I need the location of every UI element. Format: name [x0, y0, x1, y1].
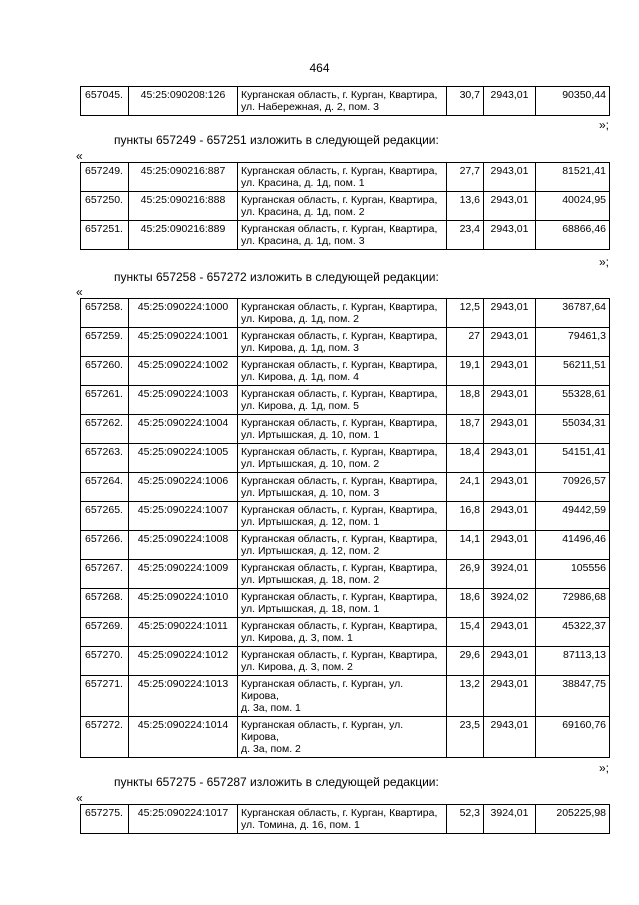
unit-value-cell: 2943,01 [484, 299, 536, 328]
area-cell: 18,8 [447, 386, 484, 415]
address-line-2: ул. Иртышская, д. 18, пом. 1 [241, 603, 380, 615]
table-section-3 [80, 804, 610, 834]
area-cell: 16,8 [447, 502, 484, 531]
unit-value-cell: 2943,01 [484, 502, 536, 531]
unit-value-cell: 2943,01 [484, 676, 536, 717]
item-number-cell: 657268. [81, 589, 129, 618]
address-line-1: Курганская область, г. Курган, Квартира, [241, 194, 438, 206]
cadastral-value-cell: 90350,44 [536, 87, 610, 116]
cadastral-number-cell: 45:25:090224:1006 [129, 473, 238, 502]
unit-value-cell: 2943,01 [484, 647, 536, 676]
cadastral-number-cell: 45:25:090224:1012 [129, 647, 238, 676]
area-cell: 18,7 [447, 415, 484, 444]
item-number-cell: 657250. [81, 192, 129, 221]
address-line-2: ул. Красина, д. 1д, пом. 1 [241, 177, 365, 189]
cadastral-number-cell: 45:25:090224:1014 [129, 717, 238, 758]
address-cell [238, 560, 447, 589]
cadastral-value-cell: 205225,98 [536, 805, 610, 834]
address-line-1: Курганская область, г. Курган, Квартира, [241, 504, 438, 516]
unit-value-cell: 2943,01 [484, 357, 536, 386]
cadastral-value-cell: 70926,57 [536, 473, 610, 502]
unit-value-cell: 2943,01 [484, 328, 536, 357]
address-line-2: ул. Красина, д. 1д, пом. 3 [241, 235, 365, 247]
item-number-cell: 657045. [81, 87, 129, 116]
address-line-2: д. 3а, пом. 1 [241, 702, 301, 714]
address-line-1: Курганская область, г. Курган, Квартира, [241, 591, 438, 603]
table-row [81, 192, 610, 221]
table-section-0 [80, 86, 610, 116]
item-number-cell: 657269. [81, 618, 129, 647]
table-row [81, 560, 610, 589]
address-line-1: Курганская область, г. Курган, Квартира, [241, 301, 438, 313]
address-line-1: Курганская область, г. Курган, Квартира, [241, 475, 438, 487]
address-cell [238, 415, 447, 444]
cadastral-number-cell: 45:25:090224:1010 [129, 589, 238, 618]
address-line-1: Курганская область, г. Курган, Квартира, [241, 562, 438, 574]
address-cell [238, 676, 447, 717]
address-line-2: ул. Иртышская, д. 10, пом. 3 [241, 487, 380, 499]
address-line-2: ул. Иртышская, д. 12, пом. 2 [241, 545, 380, 557]
address-cell [238, 473, 447, 502]
unit-value-cell: 3924,02 [484, 589, 536, 618]
address-line-2: ул. Иртышская, д. 10, пом. 1 [241, 429, 380, 441]
address-line-2: д. 3а, пом. 2 [241, 743, 301, 755]
item-number-cell: 657275. [81, 805, 129, 834]
area-cell: 24,1 [447, 473, 484, 502]
cadastral-value-cell: 69160,76 [536, 717, 610, 758]
area-cell: 23,5 [447, 717, 484, 758]
table-row [81, 163, 610, 192]
table-row [81, 502, 610, 531]
area-cell: 14,1 [447, 531, 484, 560]
item-number-cell: 657249. [81, 163, 129, 192]
address-line-1: Курганская область, г. Курган, Квартира, [241, 359, 438, 371]
item-number-cell: 657259. [81, 328, 129, 357]
cadastral-value-cell: 55034,31 [536, 415, 610, 444]
area-cell: 18,6 [447, 589, 484, 618]
section-heading: пункты 657249 - 657251 изложить в следующей редакции: [114, 133, 439, 147]
address-cell [238, 221, 447, 250]
area-cell: 27 [447, 328, 484, 357]
close-quote: »; [598, 761, 609, 775]
address-line-1: Курганская область, г. Курган, Квартира, [241, 620, 438, 632]
cadastral-value-cell: 40024,95 [536, 192, 610, 221]
table-row [81, 531, 610, 560]
address-line-2: ул. Томина, д. 16, пом. 1 [241, 819, 360, 831]
address-cell [238, 163, 447, 192]
address-line-1: Курганская область, г. Курган, ул. Кирова, [241, 678, 404, 702]
page-number: 464 [309, 61, 330, 75]
item-number-cell: 657251. [81, 221, 129, 250]
table-row [81, 221, 610, 250]
cadastral-value-cell: 49442,59 [536, 502, 610, 531]
cadastral-number-cell: 45:25:090224:1011 [129, 618, 238, 647]
cadastral-value-cell: 68866,46 [536, 221, 610, 250]
close-quote: »; [598, 255, 609, 269]
open-quote: « [76, 285, 83, 299]
table-row [81, 805, 610, 834]
cadastral-number-cell: 45:25:090224:1004 [129, 415, 238, 444]
unit-value-cell: 2943,01 [484, 473, 536, 502]
unit-value-cell: 2943,01 [484, 192, 536, 221]
table-row [81, 386, 610, 415]
area-cell: 13,2 [447, 676, 484, 717]
cadastral-number-cell: 45:25:090224:1002 [129, 357, 238, 386]
address-line-2: ул. Иртышская, д. 18, пом. 2 [241, 574, 380, 586]
address-line-2: ул. Иртышская, д. 10, пом. 2 [241, 458, 380, 470]
section-heading: пункты 657275 - 657287 изложить в следующей редакции: [114, 775, 439, 789]
cadastral-value-cell: 45322,37 [536, 618, 610, 647]
open-quote: « [76, 149, 83, 163]
address-cell [238, 87, 447, 116]
unit-value-cell: 3924,01 [484, 805, 536, 834]
address-line-2: ул. Иртышская, д. 12, пом. 1 [241, 516, 380, 528]
area-cell: 19,1 [447, 357, 484, 386]
address-line-1: Курганская область, г. Курган, Квартира, [241, 417, 438, 429]
address-line-1: Курганская область, г. Курган, Квартира, [241, 223, 438, 235]
address-line-2: ул. Кирова, д. 1д, пом. 4 [241, 371, 359, 383]
unit-value-cell: 2943,01 [484, 163, 536, 192]
table-section-1 [80, 162, 610, 250]
address-cell [238, 192, 447, 221]
table-row [81, 444, 610, 473]
address-cell [238, 386, 447, 415]
area-cell: 27,7 [447, 163, 484, 192]
table-row [81, 647, 610, 676]
item-number-cell: 657264. [81, 473, 129, 502]
table-row [81, 589, 610, 618]
address-line-2: ул. Набережная, д. 2, пом. 3 [241, 101, 379, 113]
cadastral-value-cell: 41496,46 [536, 531, 610, 560]
cadastral-value-cell: 38847,75 [536, 676, 610, 717]
area-cell: 23,4 [447, 221, 484, 250]
unit-value-cell: 2943,01 [484, 531, 536, 560]
area-cell: 30,7 [447, 87, 484, 116]
cadastral-number-cell: 45:25:090224:1007 [129, 502, 238, 531]
cadastral-number-cell: 45:25:090216:887 [129, 163, 238, 192]
item-number-cell: 657258. [81, 299, 129, 328]
open-quote: « [76, 791, 83, 805]
cadastral-number-cell: 45:25:090224:1003 [129, 386, 238, 415]
cadastral-number-cell: 45:25:090224:1017 [129, 805, 238, 834]
unit-value-cell: 2943,01 [484, 386, 536, 415]
area-cell: 18,4 [447, 444, 484, 473]
table-row [81, 299, 610, 328]
address-cell [238, 805, 447, 834]
unit-value-cell: 2943,01 [484, 87, 536, 116]
cadastral-value-cell: 81521,41 [536, 163, 610, 192]
address-line-2: ул. Кирова, д. 3, пом. 1 [241, 632, 353, 644]
table-row [81, 473, 610, 502]
address-line-2: ул. Кирова, д. 3, пом. 2 [241, 661, 353, 673]
table-row [81, 357, 610, 386]
address-line-1: Курганская область, г. Курган, Квартира, [241, 165, 438, 177]
address-line-2: ул. Кирова, д. 1д, пом. 5 [241, 400, 359, 412]
cadastral-number-cell: 45:25:090224:1013 [129, 676, 238, 717]
item-number-cell: 657260. [81, 357, 129, 386]
cadastral-value-cell: 55328,61 [536, 386, 610, 415]
address-line-1: Курганская область, г. Курган, Квартира, [241, 533, 438, 545]
cadastral-number-cell: 45:25:090224:1000 [129, 299, 238, 328]
address-cell [238, 502, 447, 531]
item-number-cell: 657263. [81, 444, 129, 473]
address-line-1: Курганская область, г. Курган, Квартира, [241, 388, 438, 400]
cadastral-number-cell: 45:25:090216:888 [129, 192, 238, 221]
table-row [81, 328, 610, 357]
item-number-cell: 657262. [81, 415, 129, 444]
address-cell [238, 589, 447, 618]
cadastral-number-cell: 45:25:090224:1001 [129, 328, 238, 357]
cadastral-value-cell: 79461,3 [536, 328, 610, 357]
address-cell [238, 357, 447, 386]
unit-value-cell: 2943,01 [484, 221, 536, 250]
item-number-cell: 657261. [81, 386, 129, 415]
address-line-1: Курганская область, г. Курган, ул. Кирова, [241, 719, 404, 743]
cadastral-number-cell: 45:25:090208:126 [129, 87, 238, 116]
table-row [81, 618, 610, 647]
address-line-1: Курганская область, г. Курган, Квартира, [241, 330, 438, 342]
unit-value-cell: 2943,01 [484, 444, 536, 473]
cadastral-value-cell: 54151,41 [536, 444, 610, 473]
address-cell [238, 618, 447, 647]
item-number-cell: 657270. [81, 647, 129, 676]
address-line-2: ул. Кирова, д. 1д, пом. 2 [241, 313, 359, 325]
table-section-2 [80, 298, 610, 758]
address-cell [238, 299, 447, 328]
close-quote: »; [598, 118, 609, 132]
cadastral-value-cell: 36787,64 [536, 299, 610, 328]
item-number-cell: 657267. [81, 560, 129, 589]
item-number-cell: 657266. [81, 531, 129, 560]
address-cell [238, 328, 447, 357]
address-cell [238, 531, 447, 560]
cadastral-value-cell: 72986,68 [536, 589, 610, 618]
address-cell [238, 717, 447, 758]
cadastral-number-cell: 45:25:090224:1005 [129, 444, 238, 473]
address-line-1: Курганская область, г. Курган, Квартира, [241, 89, 438, 101]
address-line-1: Курганская область, г. Курган, Квартира, [241, 807, 438, 819]
table-row [81, 415, 610, 444]
address-line-1: Курганская область, г. Курган, Квартира, [241, 649, 438, 661]
unit-value-cell: 2943,01 [484, 618, 536, 647]
address-line-2: ул. Кирова, д. 1д, пом. 3 [241, 342, 359, 354]
unit-value-cell: 2943,01 [484, 717, 536, 758]
area-cell: 52,3 [447, 805, 484, 834]
cadastral-value-cell: 87113,13 [536, 647, 610, 676]
area-cell: 26,9 [447, 560, 484, 589]
table-row [81, 717, 610, 758]
cadastral-value-cell: 56211,51 [536, 357, 610, 386]
area-cell: 13,6 [447, 192, 484, 221]
area-cell: 15,4 [447, 618, 484, 647]
cadastral-number-cell: 45:25:090224:1008 [129, 531, 238, 560]
cadastral-number-cell: 45:25:090224:1009 [129, 560, 238, 589]
address-line-2: ул. Красина, д. 1д, пом. 2 [241, 206, 365, 218]
address-cell [238, 444, 447, 473]
cadastral-number-cell: 45:25:090216:889 [129, 221, 238, 250]
section-heading: пункты 657258 - 657272 изложить в следующей редакции: [114, 270, 439, 284]
item-number-cell: 657271. [81, 676, 129, 717]
area-cell: 12,5 [447, 299, 484, 328]
address-cell [238, 647, 447, 676]
cadastral-value-cell: 105556 [536, 560, 610, 589]
unit-value-cell: 2943,01 [484, 415, 536, 444]
unit-value-cell: 3924,01 [484, 560, 536, 589]
table-row [81, 87, 610, 116]
item-number-cell: 657265. [81, 502, 129, 531]
table-row [81, 676, 610, 717]
area-cell: 29,6 [447, 647, 484, 676]
address-line-1: Курганская область, г. Курган, Квартира, [241, 446, 438, 458]
item-number-cell: 657272. [81, 717, 129, 758]
